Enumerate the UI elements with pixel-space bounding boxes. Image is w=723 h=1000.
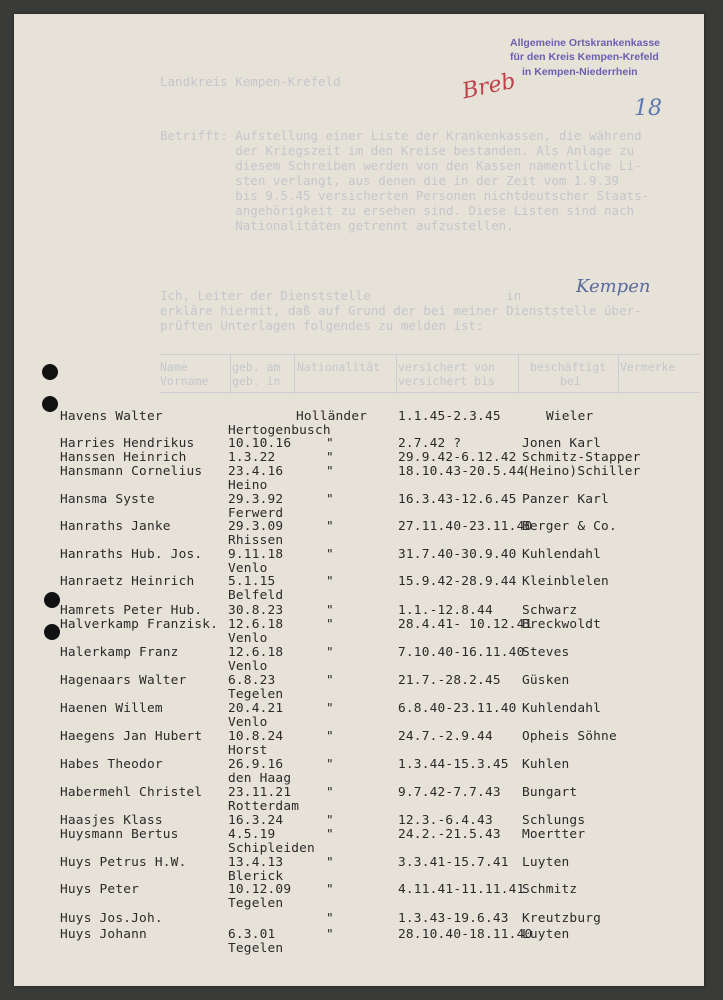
header-name: Name bbox=[160, 360, 188, 374]
stamp-line-3: in Kempen-Niederrhein bbox=[522, 66, 638, 78]
row-insured-period: 1.1.45-2.3.45 bbox=[398, 409, 501, 424]
row-birth-place: den Haag bbox=[228, 771, 292, 786]
row-employer: Panzer Karl bbox=[522, 492, 609, 507]
row-employer: Luyten bbox=[522, 927, 570, 942]
subject-line: bis 9.5.45 versicherten Personen nichtdeutscher Staats- bbox=[160, 188, 650, 203]
row-name: Hanssen Heinrich bbox=[60, 450, 187, 465]
punch-hole bbox=[44, 592, 60, 608]
row-name: Habes Theodor bbox=[60, 757, 163, 772]
header-insured-from: versichert von bbox=[398, 360, 495, 374]
row-name: Hamrets Peter Hub. bbox=[60, 603, 203, 618]
row-name: Halerkamp Franz bbox=[60, 645, 179, 660]
row-birth-date: 29.3.09 bbox=[228, 519, 284, 534]
row-name: Huys Peter bbox=[60, 882, 140, 897]
row-birth-date: 12.6.18 bbox=[228, 617, 284, 632]
row-name: Huys Petrus H.W. bbox=[60, 855, 187, 870]
row-name: Habermehl Christel bbox=[60, 785, 203, 800]
subject-line: diesem Schreiben werden von den Kassen namentliche Li- bbox=[160, 158, 642, 173]
row-insured-period: 4.11.41-11.11.41 bbox=[398, 882, 525, 897]
row-employer: Kreutzburg bbox=[522, 911, 602, 926]
subject-line: Nationalitäten getrennt aufzustellen. bbox=[160, 218, 514, 233]
row-insured-period: 3.3.41-15.7.41 bbox=[398, 855, 509, 870]
header-remarks: Vermerke bbox=[620, 360, 676, 374]
row-birth-place: Ferwerd bbox=[228, 506, 284, 521]
row-nationality: Holländer bbox=[296, 409, 368, 424]
row-birth-date: 6.3.01 bbox=[228, 927, 276, 942]
row-nationality: " bbox=[326, 547, 334, 562]
row-birth-date: 23.4.16 bbox=[228, 464, 284, 479]
header-insured-to: versichert bis bbox=[398, 374, 495, 388]
row-insured-period: 29.9.42-6.12.42 bbox=[398, 450, 517, 465]
row-insured-period: 28.4.41- 10.12.41 bbox=[398, 617, 533, 632]
row-nationality: " bbox=[326, 729, 334, 744]
row-employer: Luyten bbox=[522, 855, 570, 870]
row-employer: Breckwoldt bbox=[522, 617, 602, 632]
row-nationality: " bbox=[326, 492, 334, 507]
row-birth-date: 16.3.24 bbox=[228, 813, 284, 828]
header-firstname: Vorname bbox=[160, 374, 209, 388]
row-insured-period: 24.7.-2.9.44 bbox=[398, 729, 493, 744]
row-birth-date: 26.9.16 bbox=[228, 757, 284, 772]
subject-line: angehörigkeit zu ersehen sind. Diese Listen sind nach bbox=[160, 203, 635, 218]
row-birth-place: Blerick bbox=[228, 869, 284, 884]
row-birth-date: 20.4.21 bbox=[228, 701, 284, 716]
row-name: Huysmann Bertus bbox=[60, 827, 179, 842]
row-employer: Steves bbox=[522, 645, 570, 660]
row-insured-period: 31.7.40-30.9.40 bbox=[398, 547, 517, 562]
row-insured-period: 28.10.40-18.11.40 bbox=[398, 927, 533, 942]
row-employer: Kuhlendahl bbox=[522, 701, 602, 716]
row-name: Havens Walter bbox=[60, 409, 163, 424]
declaration-line: Ich, Leiter der Dienststelle in bbox=[160, 288, 522, 303]
subject-line: sten verlangt, aus denen die in der Zeit vom 1.9.39 bbox=[160, 173, 620, 188]
row-birth-date: 4.5.19 bbox=[228, 827, 276, 842]
row-nationality: " bbox=[326, 673, 334, 688]
row-birth-date: 13.4.13 bbox=[228, 855, 284, 870]
row-employer: Schmitz bbox=[522, 882, 578, 897]
row-name: Huys Jos.Joh. bbox=[60, 911, 163, 926]
row-nationality: " bbox=[326, 855, 334, 870]
row-birth-date: 5.1.15 bbox=[228, 574, 276, 589]
row-employer: (Heino)Schiller bbox=[522, 464, 641, 479]
document-page bbox=[14, 14, 704, 986]
row-birth-place: Venlo bbox=[228, 659, 268, 674]
row-birth-place: Tegelen bbox=[228, 941, 284, 956]
row-insured-period: 15.9.42-28.9.44 bbox=[398, 574, 517, 589]
row-nationality: " bbox=[326, 757, 334, 772]
subject-line: Betrifft: Aufstellung einer Liste der Krankenkassen, die während bbox=[160, 128, 642, 143]
row-name: Halverkamp Franzisk. bbox=[60, 617, 219, 632]
punch-hole bbox=[44, 624, 60, 640]
punch-hole bbox=[42, 396, 58, 412]
row-employer: Schmitz-Stapper bbox=[522, 450, 641, 465]
row-birth-date: 10.12.09 bbox=[228, 882, 292, 897]
header-employer: beschäftigt bbox=[530, 360, 607, 374]
handwritten-page-number: 18 bbox=[634, 96, 662, 121]
row-birth-date: 30.8.23 bbox=[228, 603, 284, 618]
row-name: Huys Johann bbox=[60, 927, 147, 942]
row-birth-place: Venlo bbox=[228, 631, 268, 646]
row-nationality: " bbox=[326, 911, 334, 926]
row-nationality: " bbox=[326, 701, 334, 716]
handwritten-note-red: Breb bbox=[459, 68, 518, 105]
row-name: Hanraths Janke bbox=[60, 519, 171, 534]
row-birth-date: 9.11.18 bbox=[228, 547, 284, 562]
row-name: Hanraths Hub. Jos. bbox=[60, 547, 203, 562]
declaration-line: prüften Unterlagen folgendes zu melden ist: bbox=[160, 318, 484, 333]
row-birth-place: Rotterdam bbox=[228, 799, 300, 814]
row-nationality: " bbox=[326, 436, 334, 451]
row-birth-date: 10.8.24 bbox=[228, 729, 284, 744]
row-name: Haegens Jan Hubert bbox=[60, 729, 203, 744]
row-nationality: " bbox=[326, 603, 334, 618]
row-insured-period: 1.1.-12.8.44 bbox=[398, 603, 493, 618]
row-insured-period: 2.7.42 ? bbox=[398, 436, 462, 451]
row-employer: Bungart bbox=[522, 785, 578, 800]
row-birth-date: 6.8.23 bbox=[228, 673, 276, 688]
handwritten-place: Kempen bbox=[576, 276, 651, 297]
header-nationality: Nationalität bbox=[297, 360, 381, 374]
row-insured-period: 6.8.40-23.11.40 bbox=[398, 701, 517, 716]
row-employer: Schwarz bbox=[522, 603, 578, 618]
row-nationality: " bbox=[326, 519, 334, 534]
row-nationality: " bbox=[326, 813, 334, 828]
row-insured-period: 1.3.44-15.3.45 bbox=[398, 757, 509, 772]
row-insured-period: 16.3.43-12.6.45 bbox=[398, 492, 517, 507]
row-birth-place: Heino bbox=[228, 478, 268, 493]
row-employer: Kleinblelen bbox=[522, 574, 609, 589]
row-birth-place: Venlo bbox=[228, 715, 268, 730]
row-birth-place: Tegelen bbox=[228, 896, 284, 911]
row-nationality: " bbox=[326, 574, 334, 589]
row-nationality: " bbox=[326, 464, 334, 479]
stamp-line-1: Allgemeine Ortskrankenkasse bbox=[510, 37, 660, 49]
row-name: Hansmann Cornelius bbox=[60, 464, 203, 479]
header-born-date: geb. am bbox=[232, 360, 281, 374]
row-employer: Kuhlendahl bbox=[522, 547, 602, 562]
row-insured-period: 9.7.42-7.7.43 bbox=[398, 785, 501, 800]
row-birth-place: Belfeld bbox=[228, 588, 284, 603]
row-employer: Güsken bbox=[522, 673, 570, 688]
header-born-place: geb. in bbox=[232, 374, 281, 388]
declaration-line: erkläre hiermit, daß auf Grund der bei meiner Dienststelle über- bbox=[160, 303, 642, 318]
row-birth-date: 23.11.21 bbox=[228, 785, 292, 800]
row-name: Hansma Syste bbox=[60, 492, 155, 507]
row-name: Hanraetz Heinrich bbox=[60, 574, 195, 589]
row-birth-place: Rhissen bbox=[228, 533, 284, 548]
row-insured-period: 24.2.-21.5.43 bbox=[398, 827, 501, 842]
row-nationality: " bbox=[326, 927, 334, 942]
row-birth-date: 12.6.18 bbox=[228, 645, 284, 660]
row-birth-date: 10.10.16 bbox=[228, 436, 292, 451]
header-employer-bei: bei bbox=[560, 374, 581, 388]
row-birth-place: Schipleiden bbox=[228, 841, 315, 856]
row-nationality: " bbox=[326, 450, 334, 465]
row-nationality: " bbox=[326, 617, 334, 632]
subject-line: der Kriegszeit im den Kreise bestanden. Als Anlage zu bbox=[160, 143, 635, 158]
row-name: Haenen Willem bbox=[60, 701, 163, 716]
row-employer: Moertter bbox=[522, 827, 586, 842]
row-nationality: " bbox=[326, 645, 334, 660]
row-birth-place: Tegelen bbox=[228, 687, 284, 702]
stamp-line-2: für den Kreis Kempen-Krefeld bbox=[510, 51, 659, 63]
row-birth-date: 29.3.92 bbox=[228, 492, 284, 507]
row-birth-place: Venlo bbox=[228, 561, 268, 576]
row-insured-period: 7.10.40-16.11.40 bbox=[398, 645, 525, 660]
row-employer: Jonen Karl bbox=[522, 436, 602, 451]
row-birth-date: 1.3.22 bbox=[228, 450, 276, 465]
row-employer: Berger & Co. bbox=[522, 519, 617, 534]
row-birth-place: Horst bbox=[228, 743, 268, 758]
row-employer: Opheis Söhne bbox=[522, 729, 617, 744]
row-name: Harries Hendrikus bbox=[60, 436, 195, 451]
row-insured-period: 21.7.-28.2.45 bbox=[398, 673, 501, 688]
row-employer: Wieler bbox=[546, 409, 594, 424]
row-employer: Schlungs bbox=[522, 813, 586, 828]
row-birth-place: Hertogenbusch bbox=[228, 423, 331, 438]
row-insured-period: 12.3.-6.4.43 bbox=[398, 813, 493, 828]
row-nationality: " bbox=[326, 882, 334, 897]
row-employer: Kuhlen bbox=[522, 757, 570, 772]
row-name: Haasjes Klass bbox=[60, 813, 163, 828]
row-nationality: " bbox=[326, 785, 334, 800]
district-heading: Landkreis Kempen-Krefeld bbox=[160, 74, 341, 89]
row-insured-period: 1.3.43-19.6.43 bbox=[398, 911, 509, 926]
row-insured-period: 18.10.43-20.5.44 bbox=[398, 464, 525, 479]
row-nationality: " bbox=[326, 827, 334, 842]
punch-hole bbox=[42, 364, 58, 380]
row-name: Hagenaars Walter bbox=[60, 673, 187, 688]
row-insured-period: 27.11.40-23.11.40 bbox=[398, 519, 533, 534]
